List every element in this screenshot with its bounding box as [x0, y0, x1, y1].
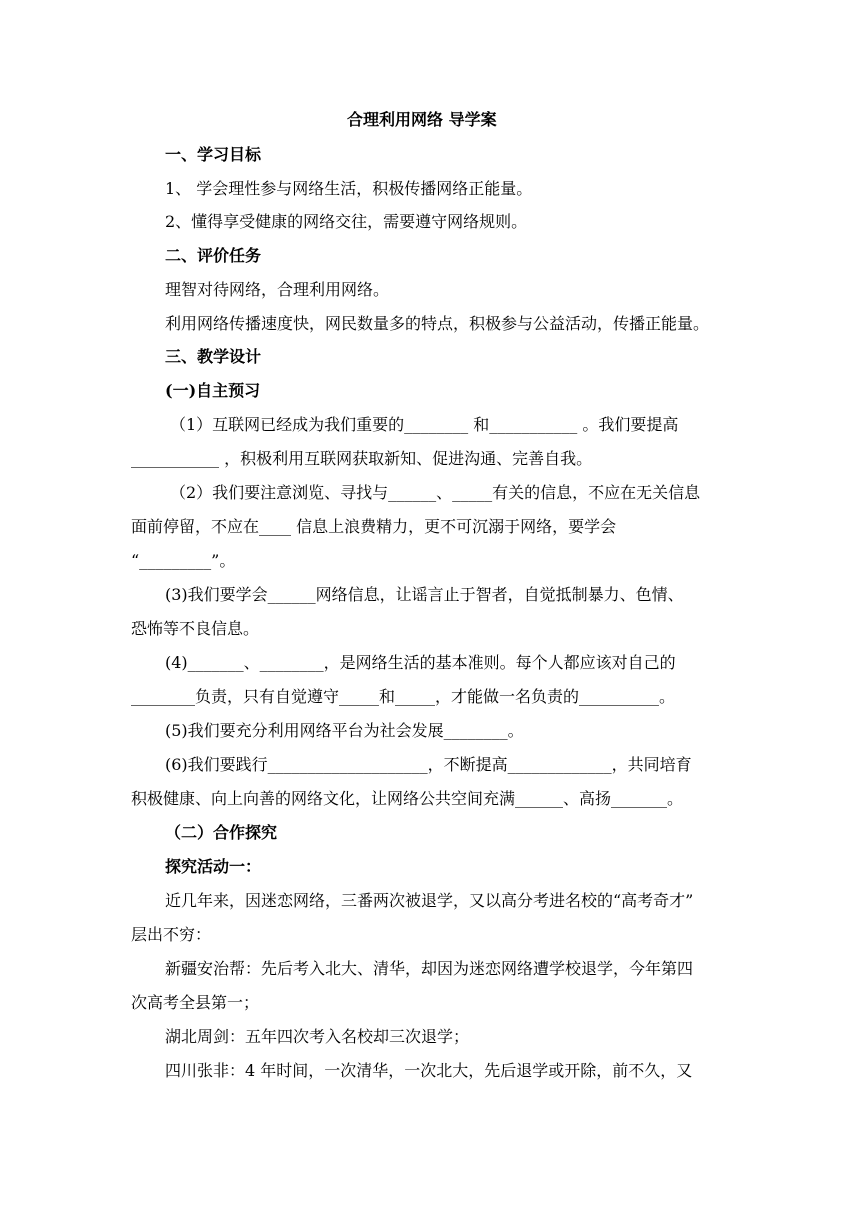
- activity-heading-1: 探究活动一：: [165, 857, 262, 876]
- section-heading-objectives: 一、学习目标: [165, 145, 262, 164]
- subsection-heading-preview: (一)自主预习: [165, 381, 261, 400]
- section-heading-teaching-design: 三、教学设计: [165, 347, 262, 366]
- question-2-line-1: （2）我们要注意浏览、寻找与______、_____有关的信息，不应在无关信息: [170, 483, 701, 502]
- objective-item-1: 1、 学会理性参与网络生活，积极传播网络正能量。: [165, 179, 533, 198]
- question-6-line-2: 积极健康、向上向善的网络文化，让网络公共空间充满______、高扬_______。: [131, 789, 684, 808]
- question-4-line-2: ________负责，只有自觉遵守_____和_____，才能做一名负责的__________。: [131, 687, 676, 706]
- question-3-line-1: (3)我们要学会______网络信息，让谣言止于智者，自觉抵制暴力、色情、: [165, 585, 684, 604]
- question-6-line-1: (6)我们要践行____________________，不断提高_____________，共同培育: [165, 755, 692, 774]
- inquiry-paragraph-2-line-2: 次高考全县第一；: [131, 993, 260, 1012]
- section-heading-evaluation: 二、评价任务: [165, 246, 262, 265]
- page-title: 合理利用网络 导学案: [347, 110, 497, 129]
- question-2-line-2: 面前停留，不应在____ 信息上浪费精力，更不可沉溺于网络，要学会: [131, 517, 617, 536]
- question-1-line-1: （1）互联网已经成为我们重要的________ 和___________ 。我们要提高: [170, 415, 679, 434]
- inquiry-paragraph-1-line-2: 层出不穷：: [131, 925, 212, 944]
- objective-item-2: 2、懂得享受健康的网络交往，需要遵守网络规则。: [165, 212, 528, 231]
- question-1-line-2: ___________ ，积极利用互联网获取新知、促进沟通、完善自我。: [131, 449, 593, 468]
- evaluation-paragraph-1: 理智对待网络，合理利用网络。: [165, 280, 390, 299]
- question-4-line-1: (4)_______、________，是网络生活的基本准则。每个人都应该对自己的: [165, 653, 676, 672]
- inquiry-paragraph-4-line-1: 四川张非：4 年时间，一次清华，一次北大，先后退学或开除，前不久，又: [165, 1061, 693, 1080]
- inquiry-paragraph-3: 湖北周剑：五年四次考入名校却三次退学；: [165, 1027, 470, 1046]
- evaluation-paragraph-2: 利用网络传播速度快，网民数量多的特点，积极参与公益活动，传播正能量。: [165, 314, 710, 333]
- subsection-heading-cooperative-inquiry: （二）合作探究: [165, 823, 278, 842]
- question-5: (5)我们要充分利用网络平台为社会发展________。: [165, 721, 524, 740]
- question-3-line-2: 恐怖等不良信息。: [131, 619, 260, 638]
- inquiry-paragraph-1-line-1: 近几年来，因迷恋网络，三番两次被退学，又以高分考进名校的“高考奇才”: [165, 891, 694, 910]
- inquiry-paragraph-2-line-1: 新疆安治帮：先后考入北大、清华，却因为迷恋网络遭学校退学，今年第四: [165, 959, 694, 978]
- question-2-line-3: “_________”。: [131, 551, 236, 570]
